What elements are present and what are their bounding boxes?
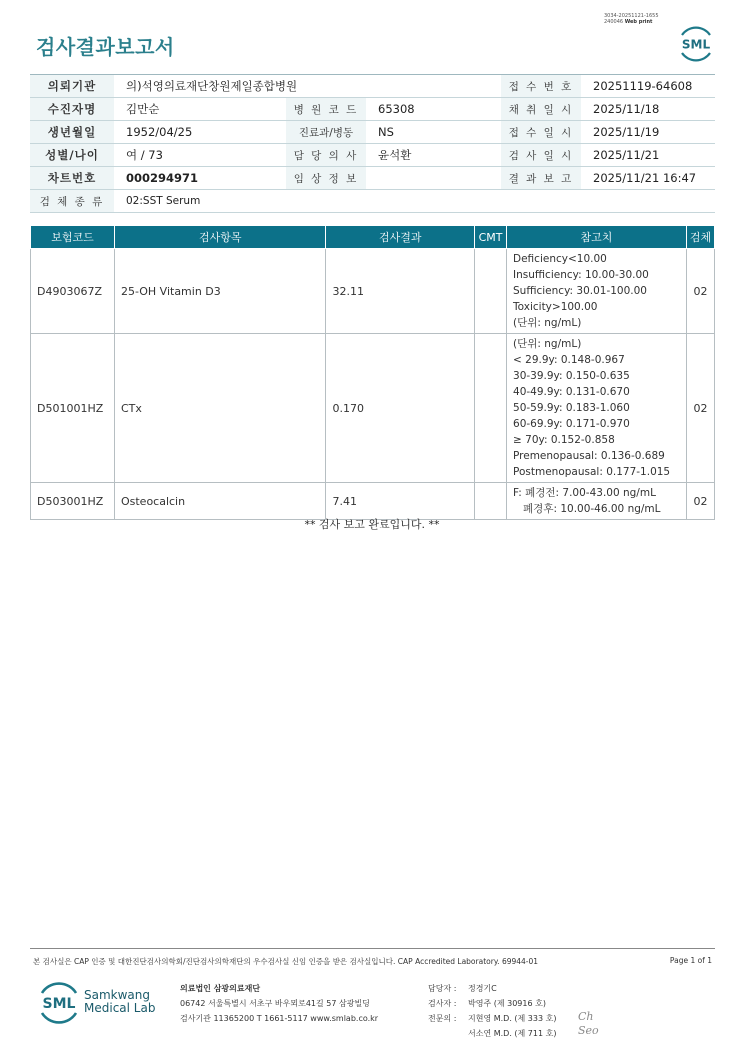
brand-line2: Medical Lab [84,1001,156,1015]
reference-line: F: 폐경전: 7.00-43.00 ng/mL [513,487,656,499]
report-value: 2025/11/21 16:47 [581,167,715,190]
sml-footer-logo-text: SML [42,996,76,1012]
chart-no-value: 000294971 [114,167,286,190]
document-id-line1: 3034-20251121-1655 [604,13,659,19]
sex-age-label: 성별/나이 [30,144,114,167]
row-code: D503001HZ [31,483,115,520]
info-row [30,167,715,190]
test-date-label: 검 사 일 시 [501,144,581,167]
reference-line: (단위: ng/mL) [513,338,582,350]
reference-line: ≥ 70y: 0.152-0.858 [513,434,615,446]
row-reference [507,249,687,334]
staff-name: 서소연 M.D. (제 711 호) [468,1029,557,1038]
hospital-code-label: 병 원 코 드 [286,98,366,121]
row-item: 25-OH Vitamin D3 [114,249,325,334]
info-row [30,98,715,121]
table-row [31,483,715,520]
requester-label: 의뢰기관 [30,75,114,98]
sml-logo [676,24,716,64]
org-contact: 검사기관 11365200 T 1661-5117 www.smlab.co.kr [180,1014,379,1023]
info-row [30,144,715,167]
reference-line: Toxicity>100.00 [513,301,598,313]
signature-2: Seo [578,1024,599,1037]
reference-line: 50-59.9y: 0.183-1.060 [513,402,630,414]
row-reference [507,334,687,483]
org-address: 06742 서울특별시 서초구 바우뫼로41길 57 삼광빌딩 [180,999,370,1008]
row-code: D501001HZ [31,334,115,483]
patient-label: 수진자명 [30,98,114,121]
row-item: Osteocalcin [114,483,325,520]
receipt-no-label: 접 수 번 호 [501,75,581,98]
info-row [30,190,715,213]
row-item: CTx [114,334,325,483]
staff-role: 담당자 : [428,984,457,993]
birth-value: 1952/04/25 [114,121,286,144]
table-row [31,334,715,483]
reference-line: Insufficiency: 10.00-30.00 [513,269,649,281]
row-specimen: 02 [686,249,714,334]
row-result: 7.41 [326,483,475,520]
collect-date-label: 채 취 일 시 [501,98,581,121]
doctor-value: 윤석환 [366,144,447,167]
reference-line: Sufficiency: 30.01-100.00 [513,285,647,297]
reference-line: 40-49.9y: 0.131-0.670 [513,386,630,398]
header-result: 검사결과 [326,226,475,249]
header-cmt: CMT [475,226,507,249]
patient-info-table [30,74,715,213]
receipt-date-label: 접 수 일 시 [501,121,581,144]
reference-line: Postmenopausal: 0.177-1.015 [513,466,671,478]
staff-row [428,1026,556,1041]
row-cmt [475,249,507,334]
row-result: 32.11 [326,249,475,334]
staff-role [428,1026,468,1041]
sml-footer-logo [36,980,82,1026]
info-row [30,75,715,98]
clinical-label: 임 상 정 보 [286,167,366,190]
completion-message: ** 검사 보고 완료입니다. ** [304,518,440,531]
document-id [604,13,659,25]
organization-info [180,981,378,1026]
table-row [31,249,715,334]
reference-line: 폐경후: 10.00-46.00 ng/mL [513,503,661,515]
staff-name: 박영주 (제 30916 호) [468,999,546,1008]
reference-line: Deficiency<10.00 [513,253,607,265]
staff-role: 전문의 : [428,1014,457,1023]
receipt-no-value: 20251119-64608 [581,75,715,98]
document-id-line2: 240046 [604,19,624,25]
signature-1: Ch [578,1010,594,1023]
row-result: 0.170 [326,334,475,483]
info-row [30,121,715,144]
header-reference: 참고치 [507,226,687,249]
requester-value: 의)석영의료재단창원제일종합병원 [114,75,501,98]
row-cmt [475,334,507,483]
staff-list [428,981,556,1041]
results-table [30,225,715,520]
report-label: 결 과 보 고 [501,167,581,190]
reference-line: 60-69.9y: 0.171-0.970 [513,418,630,430]
header-specimen: 검체 [686,226,714,249]
chart-no-label: 차트번호 [30,167,114,190]
row-code: D4903067Z [31,249,115,334]
staff-row [428,996,556,1011]
doctor-label: 담 당 의 사 [286,144,366,167]
birth-label: 생년월일 [30,121,114,144]
hospital-code-value: 65308 [366,98,447,121]
reference-line: < 29.9y: 0.148-0.967 [513,354,625,366]
receipt-date-value: 2025/11/19 [581,121,715,144]
clinical-value [366,167,447,190]
header-code: 보험코드 [31,226,115,249]
department-value: NS [366,121,447,144]
reference-line: 30-39.9y: 0.150-0.635 [513,370,630,382]
brand-name [84,989,155,1015]
staff-name: 정경기C [468,984,497,993]
collect-date-value: 2025/11/18 [581,98,715,121]
staff-row [428,1011,556,1026]
patient-value: 김만순 [114,98,286,121]
row-cmt [475,483,507,520]
org-name: 의료법인 삼광의료재단 [180,984,261,993]
row-reference [507,483,687,520]
sex-age-value: 여 / 73 [114,144,286,167]
footer-divider [30,948,715,949]
department-label: 진료과/병동 [286,121,366,144]
sml-logo-text: SML [681,37,711,52]
row-specimen: 02 [686,483,714,520]
specimen-label: 검 체 종 류 [30,190,114,213]
staff-name: 지현영 M.D. (제 333 호) [468,1014,557,1023]
staff-role: 검사자 : [428,999,457,1008]
page-title: 검사결과보고서 [36,35,175,59]
specimen-value: 02:SST Serum [114,190,715,213]
reference-line: (단위: ng/mL) [513,317,582,329]
web-print-label: Web print [624,19,653,25]
brand-line1: Samkwang [84,988,150,1002]
row-specimen: 02 [686,334,714,483]
accreditation-note: 본 검사실은 CAP 인증 및 대한진단검사의학회/진단검사의학재단의 우수검사실 신임 인증을 받은 검사실입니다. CAP Accredited Laboratory. 69944-01 [33,957,539,966]
reference-line: Premenopausal: 0.136-0.689 [513,450,665,462]
staff-row [428,981,556,996]
page-number: Page 1 of 1 [669,956,712,965]
header-item: 검사항목 [114,226,325,249]
test-date-value: 2025/11/21 [581,144,715,167]
results-header [31,226,715,249]
